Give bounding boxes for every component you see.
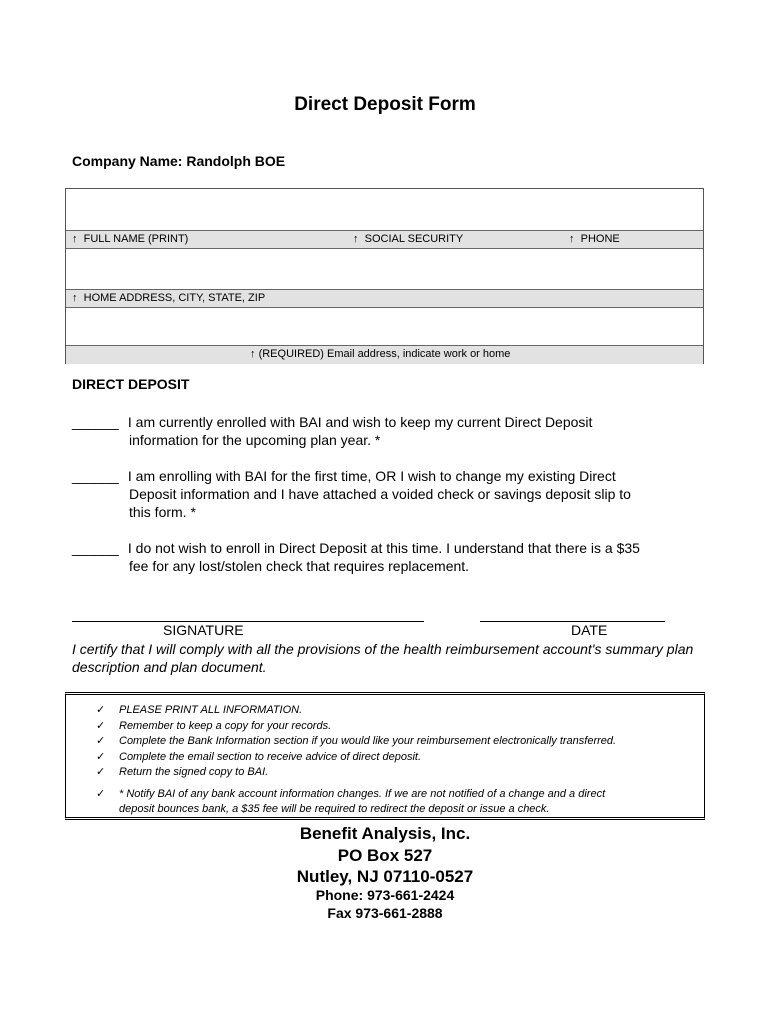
instruction-item: ✓ Remember to keep a copy for your records. <box>66 719 616 735</box>
option-3-blank[interactable]: ______ <box>72 540 119 556</box>
footer-po-box: PO Box 527 <box>337 846 433 865</box>
direct-deposit-heading: DIRECT DEPOSIT <box>72 376 190 392</box>
option-1-blank[interactable]: ______ <box>72 414 119 430</box>
check-icon: ✓ <box>96 787 106 800</box>
company-name-line <box>72 153 285 169</box>
footer-phone: Phone: 973-661-2424 <box>315 887 455 903</box>
signature-label: SIGNATURE <box>163 622 244 638</box>
footer-company: Benefit Analysis, Inc. <box>299 824 471 843</box>
company-name: Randolph BOE <box>186 153 286 169</box>
full-name-field[interactable] <box>66 189 703 230</box>
email-label-row <box>66 345 703 364</box>
ssn-label: ↑ SOCIAL SECURITY <box>353 233 464 245</box>
address-label-row <box>66 289 703 308</box>
name-label-row <box>66 230 703 249</box>
phone-label: ↑ PHONE <box>569 233 620 245</box>
check-icon: ✓ <box>96 750 106 763</box>
instruction-item: ✓ PLEASE PRINT ALL INFORMATION. <box>66 703 616 719</box>
instruction-item: ✓ Return the signed copy to BAI. <box>66 765 616 781</box>
email-label: ↑ (REQUIRED) Email address, indicate work or home <box>250 348 511 360</box>
instruction-item-notify: ✓ * Notify BAI of any bank account information changes. If we are not notified of a change and a direct deposit bounces bank, a $35 fee will be required to redirect the deposit or issue a check. <box>96 787 606 815</box>
option-enroll-or-change: ______ I am enrolling with BAI for the first time, OR I wish to change my existing Direct Deposit information and I have attached a voided check or savings deposit slip to this form. * <box>72 468 631 520</box>
instructions-box <box>65 692 705 820</box>
employee-info-table <box>65 188 704 364</box>
instruction-item: ✓ Complete the email section to receive advice of direct deposit. <box>66 750 616 766</box>
home-address-field[interactable] <box>66 249 703 289</box>
full-name-label: ↑ FULL NAME (PRINT) <box>72 233 189 245</box>
home-address-label: ↑ HOME ADDRESS, CITY, STATE, ZIP <box>72 292 266 304</box>
check-icon: ✓ <box>96 719 106 732</box>
footer-fax: Fax 973-661-2888 <box>327 905 443 921</box>
option-decline: ______ I do not wish to enroll in Direct Deposit at this time. I understand that there is a $35 fee for any lost/stolen check that requires replacement. <box>72 540 640 574</box>
option-2-blank[interactable]: ______ <box>72 468 119 484</box>
check-icon: ✓ <box>96 735 106 747</box>
footer-city: Nutley, NJ 07110-0527 <box>296 867 474 886</box>
certification-text: I certify that I will comply with all the provisions of the health reimbursement account's summary plan description and plan document. <box>72 641 694 675</box>
check-icon: ✓ <box>96 704 106 716</box>
instruction-item: ✓ Complete the Bank Information section if you would like your reimbursement electronically transferred. <box>66 734 616 750</box>
signature-line[interactable] <box>72 621 424 622</box>
check-icon: ✓ <box>96 766 106 778</box>
page-title: Direct Deposit Form <box>294 94 476 115</box>
date-label: DATE <box>571 622 608 638</box>
option-keep-current: ______ I am currently enrolled with BAI and wish to keep my current Direct Deposit information for the upcoming plan year. * <box>72 414 593 448</box>
email-field[interactable] <box>66 308 703 346</box>
company-label: Company Name: <box>72 153 183 169</box>
